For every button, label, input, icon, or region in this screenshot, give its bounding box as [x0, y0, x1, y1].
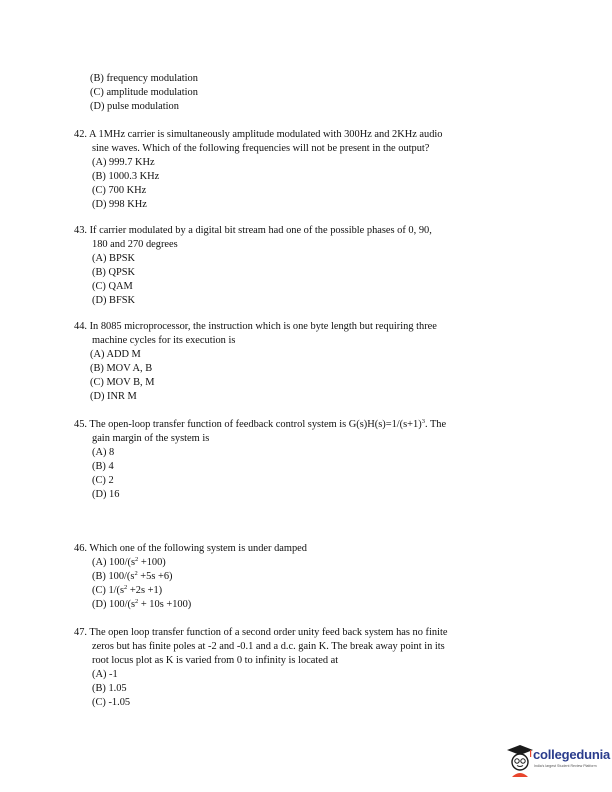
q47-option-c: (C) -1.05 [92, 697, 131, 708]
q44-option-d: (D) INR M [90, 391, 137, 402]
q42-option-c: (C) 700 KHz [92, 185, 147, 196]
q43-option-a: (A) BPSK [92, 253, 136, 264]
q47-text-line3: root locus plot as K is varied from 0 to infinity is located at [92, 655, 339, 666]
q42-option-a: (A) 999.7 KHz [92, 157, 155, 168]
q44-text-line2: machine cycles for its execution is [92, 335, 236, 346]
logo-wordmark: collegedunia [533, 747, 611, 762]
q45-text-line1: 45. The open-loop transfer function of feedback control system is $G(s)H(s)=1/(s+1)^3$. The [74, 418, 447, 430]
q46-text-line1: 46. Which one of the following system is under damped [74, 543, 307, 554]
q44-option-c: (C) MOV B, M [90, 377, 155, 388]
q46-option-b: (B) $100/(s^2 +5s +6)$ [92, 570, 173, 582]
graduate-mascot-icon [506, 744, 534, 778]
q45-option-a: (A) 8 [92, 447, 115, 458]
q44-option-b: (B) MOV A, B [90, 363, 153, 374]
q43-text-line1: 43. If carrier modulated by a digital bit stream had one of the possible phases of 0, 90, [74, 225, 432, 236]
q42-text-line1: 42. A 1MHz carrier is simultaneously amplitude modulated with 300Hz and 2KHz audio [74, 129, 443, 140]
q46-option-d: (D) $100/(s^2 + 10s +100)$ [92, 598, 192, 610]
q46-option-c: (C) $1/(s^2 +2s +1)$ [92, 584, 163, 596]
q47-text-line1: 47. The open loop transfer function of a second order unity feed back system has no finite [74, 627, 448, 638]
q43-option-b: (B) QPSK [92, 267, 136, 278]
q47-text-line2: zeros but has finite poles at -2 and -0.1 and a d.c. gain K. The break away point in its [92, 641, 445, 652]
q41-option-c: (C) amplitude modulation [90, 87, 198, 98]
q44-text-line1: 44. In 8085 microprocessor, the instruction which is one byte length but requiring three [74, 321, 437, 332]
q43-option-c: (C) QAM [92, 281, 133, 292]
q47-option-b: (B) 1.05 [92, 683, 127, 694]
q42-text-line2: sine waves. Which of the following frequencies will not be present in the output? [92, 143, 430, 154]
q44-option-a: (A) ADD M [90, 349, 141, 360]
q43-text-line2: 180 and 270 degrees [92, 239, 178, 250]
q42-option-d: (D) 998 KHz [92, 199, 147, 210]
collegedunia-logo [506, 744, 611, 784]
q46-option-a: (A) $100/(s^2 +100)$ [92, 556, 166, 568]
logo-tagline: India's largest Student Review Platform [534, 764, 597, 768]
q45-option-d: (D) 16 [92, 489, 120, 500]
q41-option-b: (B) frequency modulation [90, 73, 198, 84]
q47-option-a: (A) -1 [92, 669, 118, 680]
q42-option-b: (B) 1000.3 KHz [92, 171, 160, 182]
q45-option-c: (C) 2 [92, 475, 114, 486]
q45-text-line2: gain margin of the system is [92, 433, 210, 444]
q43-option-d: (D) BFSK [92, 295, 136, 306]
q45-option-b: (B) 4 [92, 461, 114, 472]
q41-option-d: (D) pulse modulation [90, 101, 179, 112]
